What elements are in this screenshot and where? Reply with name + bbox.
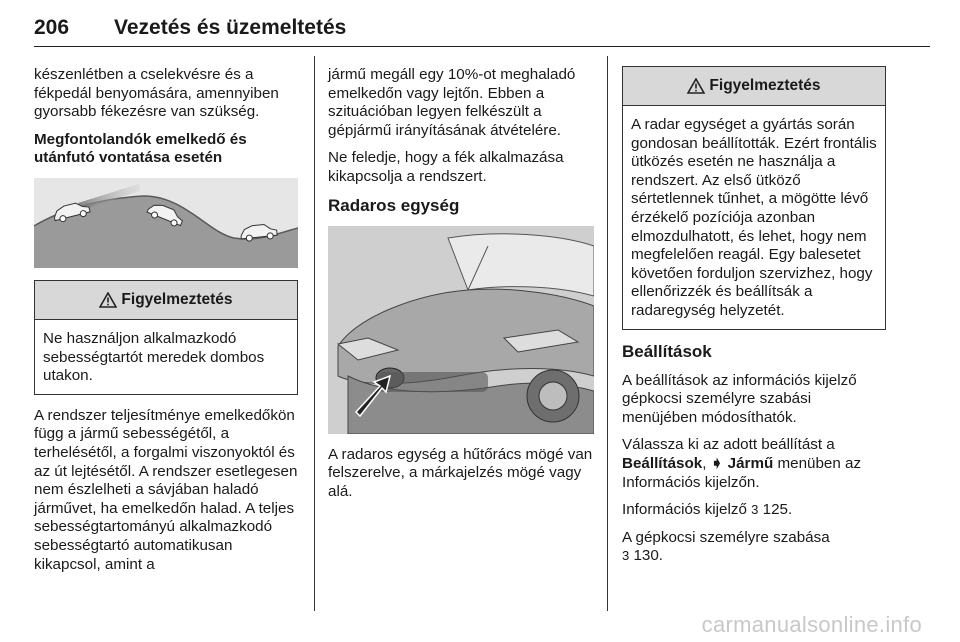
page-ref-icon: 3 xyxy=(622,548,630,564)
paragraph xyxy=(622,501,886,520)
text: menüben az Információs kijelzőn. xyxy=(622,454,862,491)
menu-vehicle-label: Jármű xyxy=(727,454,774,472)
menu-settings-label: Beállítások xyxy=(622,454,703,472)
column-divider xyxy=(607,56,608,611)
section-heading: Beállítások xyxy=(622,341,712,361)
warning-title: Figyelmeztetés xyxy=(709,77,821,94)
column-3 xyxy=(622,66,886,575)
warning-icon xyxy=(99,292,117,308)
warning-box xyxy=(34,280,298,395)
separator: , xyxy=(702,454,707,472)
page-number: 206 xyxy=(34,16,70,39)
text: Információs kijelző xyxy=(622,501,747,519)
page-ref: 125. xyxy=(762,501,793,519)
paragraph: A beállítások az információs kijelző gépkocsi személyre szabási menüjében módosíthatók. xyxy=(622,371,857,426)
paragraph: jármű megáll egy 10%-ot meghaladó emelkedőn vagy lejtőn. Ebben a szituációban legyen felkészült a gépjármű irányításának átvételére. xyxy=(328,66,576,139)
paragraph: A rendszer teljesítménye emelkedőkön függ a jármű sebességétől, a terhelésétől, a forgalmi viszonyoktól és az út lejtésétől. A rendszer esetlegesen nem észlelheti a sávjában haladó járművet, ha emelkedőn halad. A teljes sebességtartományú alkalmazkodó sebességtartó automatikusan kikapcsol, amint a xyxy=(34,406,298,573)
car-front-radar-illustration xyxy=(328,226,594,434)
warning-header xyxy=(623,67,885,106)
warning-box xyxy=(622,66,886,330)
column-2 xyxy=(328,66,594,510)
section-heading: Radaros egység xyxy=(328,195,460,215)
text: A gépkocsi személyre szabása xyxy=(622,528,830,546)
warning-title: Figyelmeztetés xyxy=(121,290,233,308)
column-1 xyxy=(34,66,298,583)
warning-icon xyxy=(687,78,705,94)
warning-text: Ne használjon alkalmazkodó sebességtartót meredek dombos utakon. xyxy=(43,329,265,385)
page-ref: 130. xyxy=(633,547,664,565)
warning-text: A radar egységet a gyártás során gondosan beállították. Ezért frontális ütközés esetén ne használja a rendszert. Az első ütköző sértetlennek tűnhet, a mögötte lévő érzékelő pozíciója azonban elmozdulhatott, és lehet, hogy nem megfelelően reagál. Egy balesetet követően forduljon szervizhez, hogy ellenőrizzék és beállítsák a radaregység helyzetét. xyxy=(631,116,877,319)
paragraph xyxy=(622,436,886,492)
hill-driving-illustration xyxy=(34,178,298,268)
arrow-icon: ➧ xyxy=(710,454,724,472)
page-title: Vezetés és üzemeltetés xyxy=(114,16,347,39)
watermark: carmanualsonline.info xyxy=(701,612,922,637)
paragraph: Ne feledje, hogy a fék alkalmazása kikapcsolja a rendszert. xyxy=(328,149,564,185)
column-divider xyxy=(314,56,315,611)
paragraph xyxy=(622,529,886,566)
subheading: Megfontolandók emelkedő és utánfutó vontatása esetén xyxy=(34,130,247,167)
page-ref-icon: 3 xyxy=(751,502,759,518)
page-header xyxy=(34,12,930,47)
paragraph: készenlétben a cselekvésre és a fékpedál benyomására, amennyiben gyorsabb fékezésre van szükség. xyxy=(34,66,279,121)
paragraph: A radaros egység a hűtőrács mögé van felszerelve, a márkajelzés mögé vagy alá. xyxy=(328,445,593,500)
warning-header xyxy=(35,281,297,320)
text: Válassza ki az adott beállítást a xyxy=(622,436,835,454)
